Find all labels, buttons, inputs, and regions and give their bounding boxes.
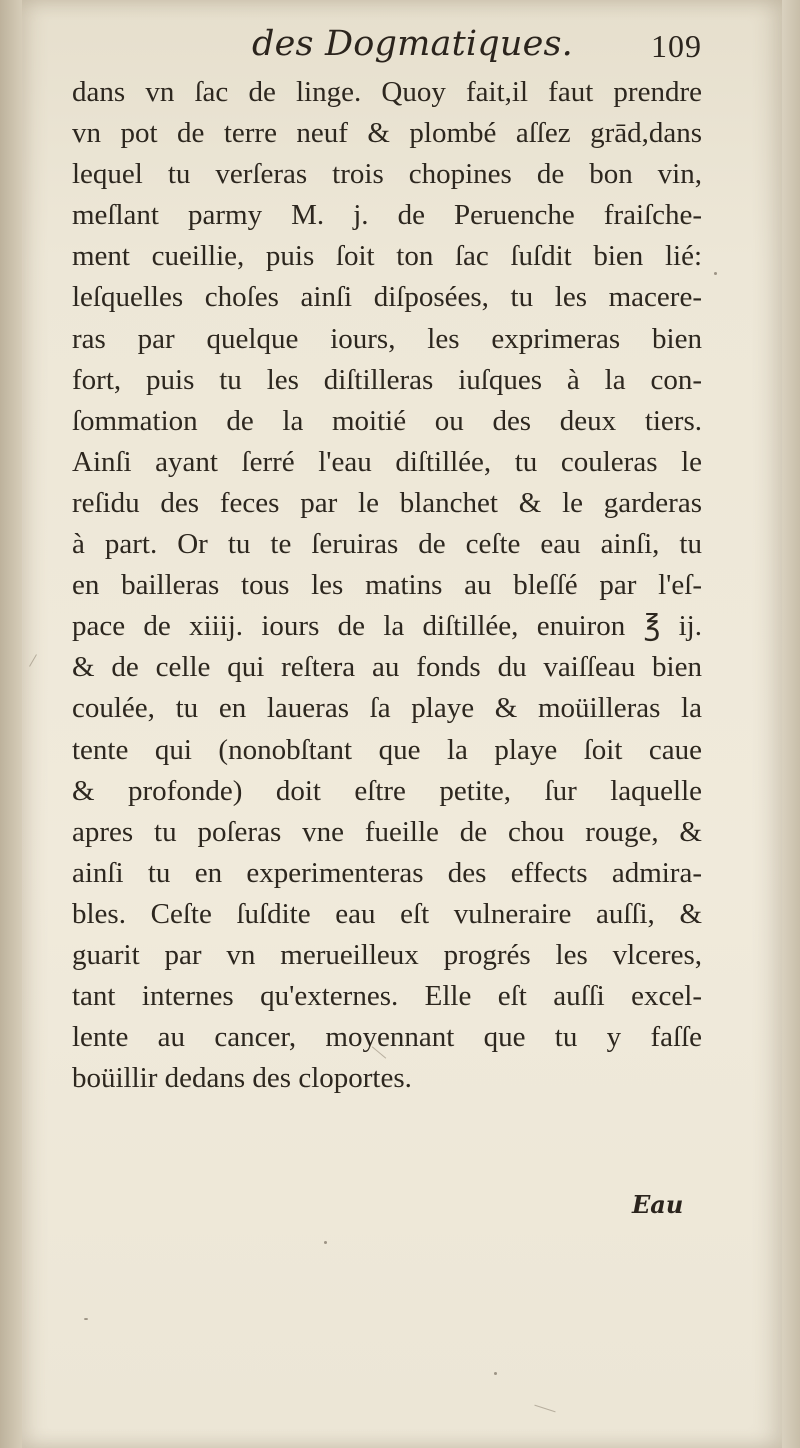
running-head: des Dogmatiques.	[252, 24, 574, 64]
text-line: à part. Or tu te ſeruiras de ceſte eau ainſi, tu	[72, 528, 702, 561]
text-line: lente au cancer, moyennant que tu y faſſe	[72, 1021, 702, 1054]
text-line: ras par quelque iours, les exprimeras bien	[72, 322, 702, 355]
text-line: Ainſi ayant ſerré l'eau diſtillée, tu couleras le	[72, 445, 702, 478]
text-line: coulée, tu en laueras ſa playe & moüilleras la	[72, 692, 702, 725]
text-line: tente qui (nonobſtant que la playe ſoit caue	[72, 733, 702, 766]
text-line: lequel tu verſeras trois chopines de bon vin,	[72, 158, 702, 191]
paper-mark	[534, 1405, 555, 1413]
body-text	[72, 72, 702, 1099]
text-line: ment cueillie, puis ſoit ton ſac ſuſdit bien lié:	[72, 240, 702, 273]
paper-speck	[714, 272, 717, 275]
text-line: vn pot de terre neuf & plombé aſſez grād,dans	[72, 117, 702, 150]
text-line: en bailleras tous les matins au bleſſé par l'eſ-	[72, 569, 702, 602]
text-line: meſlant parmy M. j. de Peruenche fraiſche-	[72, 199, 702, 232]
text-line: ainſi tu en experimenteras des effects admira-	[72, 856, 702, 889]
text-line: tant internes qu'externes. Elle eſt auſſi excel-	[72, 980, 702, 1013]
paper-speck	[324, 1241, 327, 1244]
text-line: ſommation de la moitié ou des deux tiers.	[72, 404, 702, 437]
page-header	[62, 24, 702, 76]
text-line: & profonde) doit eſtre petite, ſur laquelle	[72, 774, 702, 807]
text-line: boüillir dedans des cloportes.	[72, 1062, 412, 1095]
paper-speck	[494, 1372, 497, 1375]
text-line: reſidu des feces par le blanchet & le garderas	[72, 486, 702, 519]
paper-speck	[84, 1318, 88, 1320]
text-line: bles. Ceſte ſuſdite eau eſt vulneraire auſſi, &	[72, 897, 702, 930]
text-line: pace de xiiij. iours de la diſtillée, enuiron ℥ ij.	[72, 610, 702, 643]
text-line: leſquelles choſes ainſi diſposées, tu les macere-	[72, 281, 702, 314]
text-line: guarit par vn merueilleux progrés les vlceres,	[72, 938, 702, 971]
page-number: 109	[651, 28, 702, 64]
catchword: Eau	[632, 1190, 684, 1219]
text-line: apres tu poſeras vne fueille de chou rouge, &	[72, 815, 702, 848]
text-line: dans vn ſac de linge. Quoy fait,il faut prendre	[72, 76, 702, 108]
page-sheet	[22, 0, 782, 1448]
text-line: & de celle qui reſtera au fonds du vaiſſeau bien	[72, 651, 702, 684]
paper-mark	[29, 654, 37, 667]
text-line: fort, puis tu les diſtilleras iuſques à la con-	[72, 363, 702, 396]
